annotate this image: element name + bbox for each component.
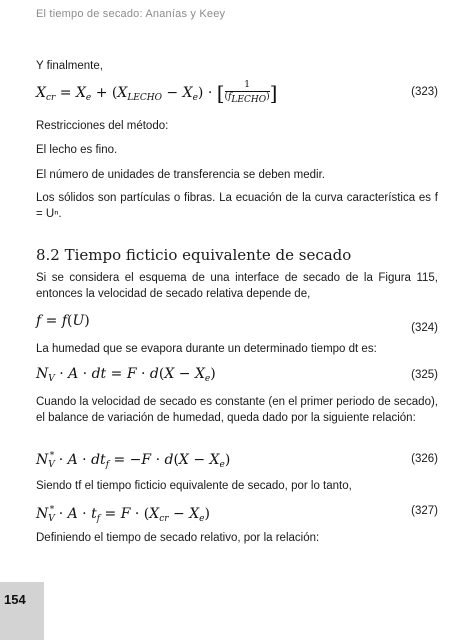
equation-326: $N_V^* \cdot A \cdot dt_f = -F \cdot d(X - X_e)$ — [36, 451, 231, 470]
equation-number-325: (325) — [411, 369, 438, 381]
paragraph-interface: Si se considera el esquema de una interface de secado de la Figura 115, entonces la velocidad de secado relativa depende de, — [36, 272, 438, 300]
equation-number-324: (324) — [411, 322, 438, 334]
paragraph-fine-bed: El lecho es fino. — [36, 144, 118, 156]
paragraph-finally: Y finalmente, — [36, 60, 103, 72]
equation-number-327: (327) — [411, 505, 438, 517]
paragraph-defining: Definiendo el tiempo de secado relativo, por la relación: — [36, 532, 320, 544]
section-heading: 8.2 Tiempo ficticio equivalente de secado — [36, 246, 352, 264]
page-number: 154 — [4, 592, 26, 607]
paragraph-solids: Los sólidos son partículas o fibras. La ecuación de la curva característica es f = Uⁿ. — [36, 192, 438, 220]
paragraph-restrictions: Restricciones del método: — [36, 120, 169, 132]
equation-number-323: (323) — [411, 86, 438, 98]
running-header: El tiempo de secado: Ananías y Keey — [36, 8, 226, 20]
paragraph-constant-rate: Cuando la velocidad de secado es constante (en el primer periodo de secado), el balance de variación de humedad, queda dado por la siguiente relación: — [36, 396, 438, 424]
equation-number-326: (326) — [411, 453, 438, 465]
equation-323: $X_{cr} = X_e + (X_{LECHO} - X_e)$ · [ $\frac{1}{\text{(fLECHO)}}$ ] — [36, 80, 278, 105]
equation-327: $N_V^* \cdot A \cdot t_f = F \cdot (X_{cr} - X_e)$ — [36, 505, 210, 524]
page-number-tab — [0, 582, 44, 640]
paragraph-transfer-units: El número de unidades de transferencia se deben medir. — [36, 169, 325, 181]
equation-325: $N_V \cdot A$ · dt = $F \cdot d(X - X_e)$ — [36, 366, 216, 384]
equation-324: f = f(U) — [36, 313, 90, 329]
paragraph-fictitious-time: Siendo tf el tiempo ficticio equivalente de secado, por lo tanto, — [36, 480, 352, 492]
paragraph-humidity: La humedad que se evapora durante un determinado tiempo dt es: — [36, 343, 377, 355]
